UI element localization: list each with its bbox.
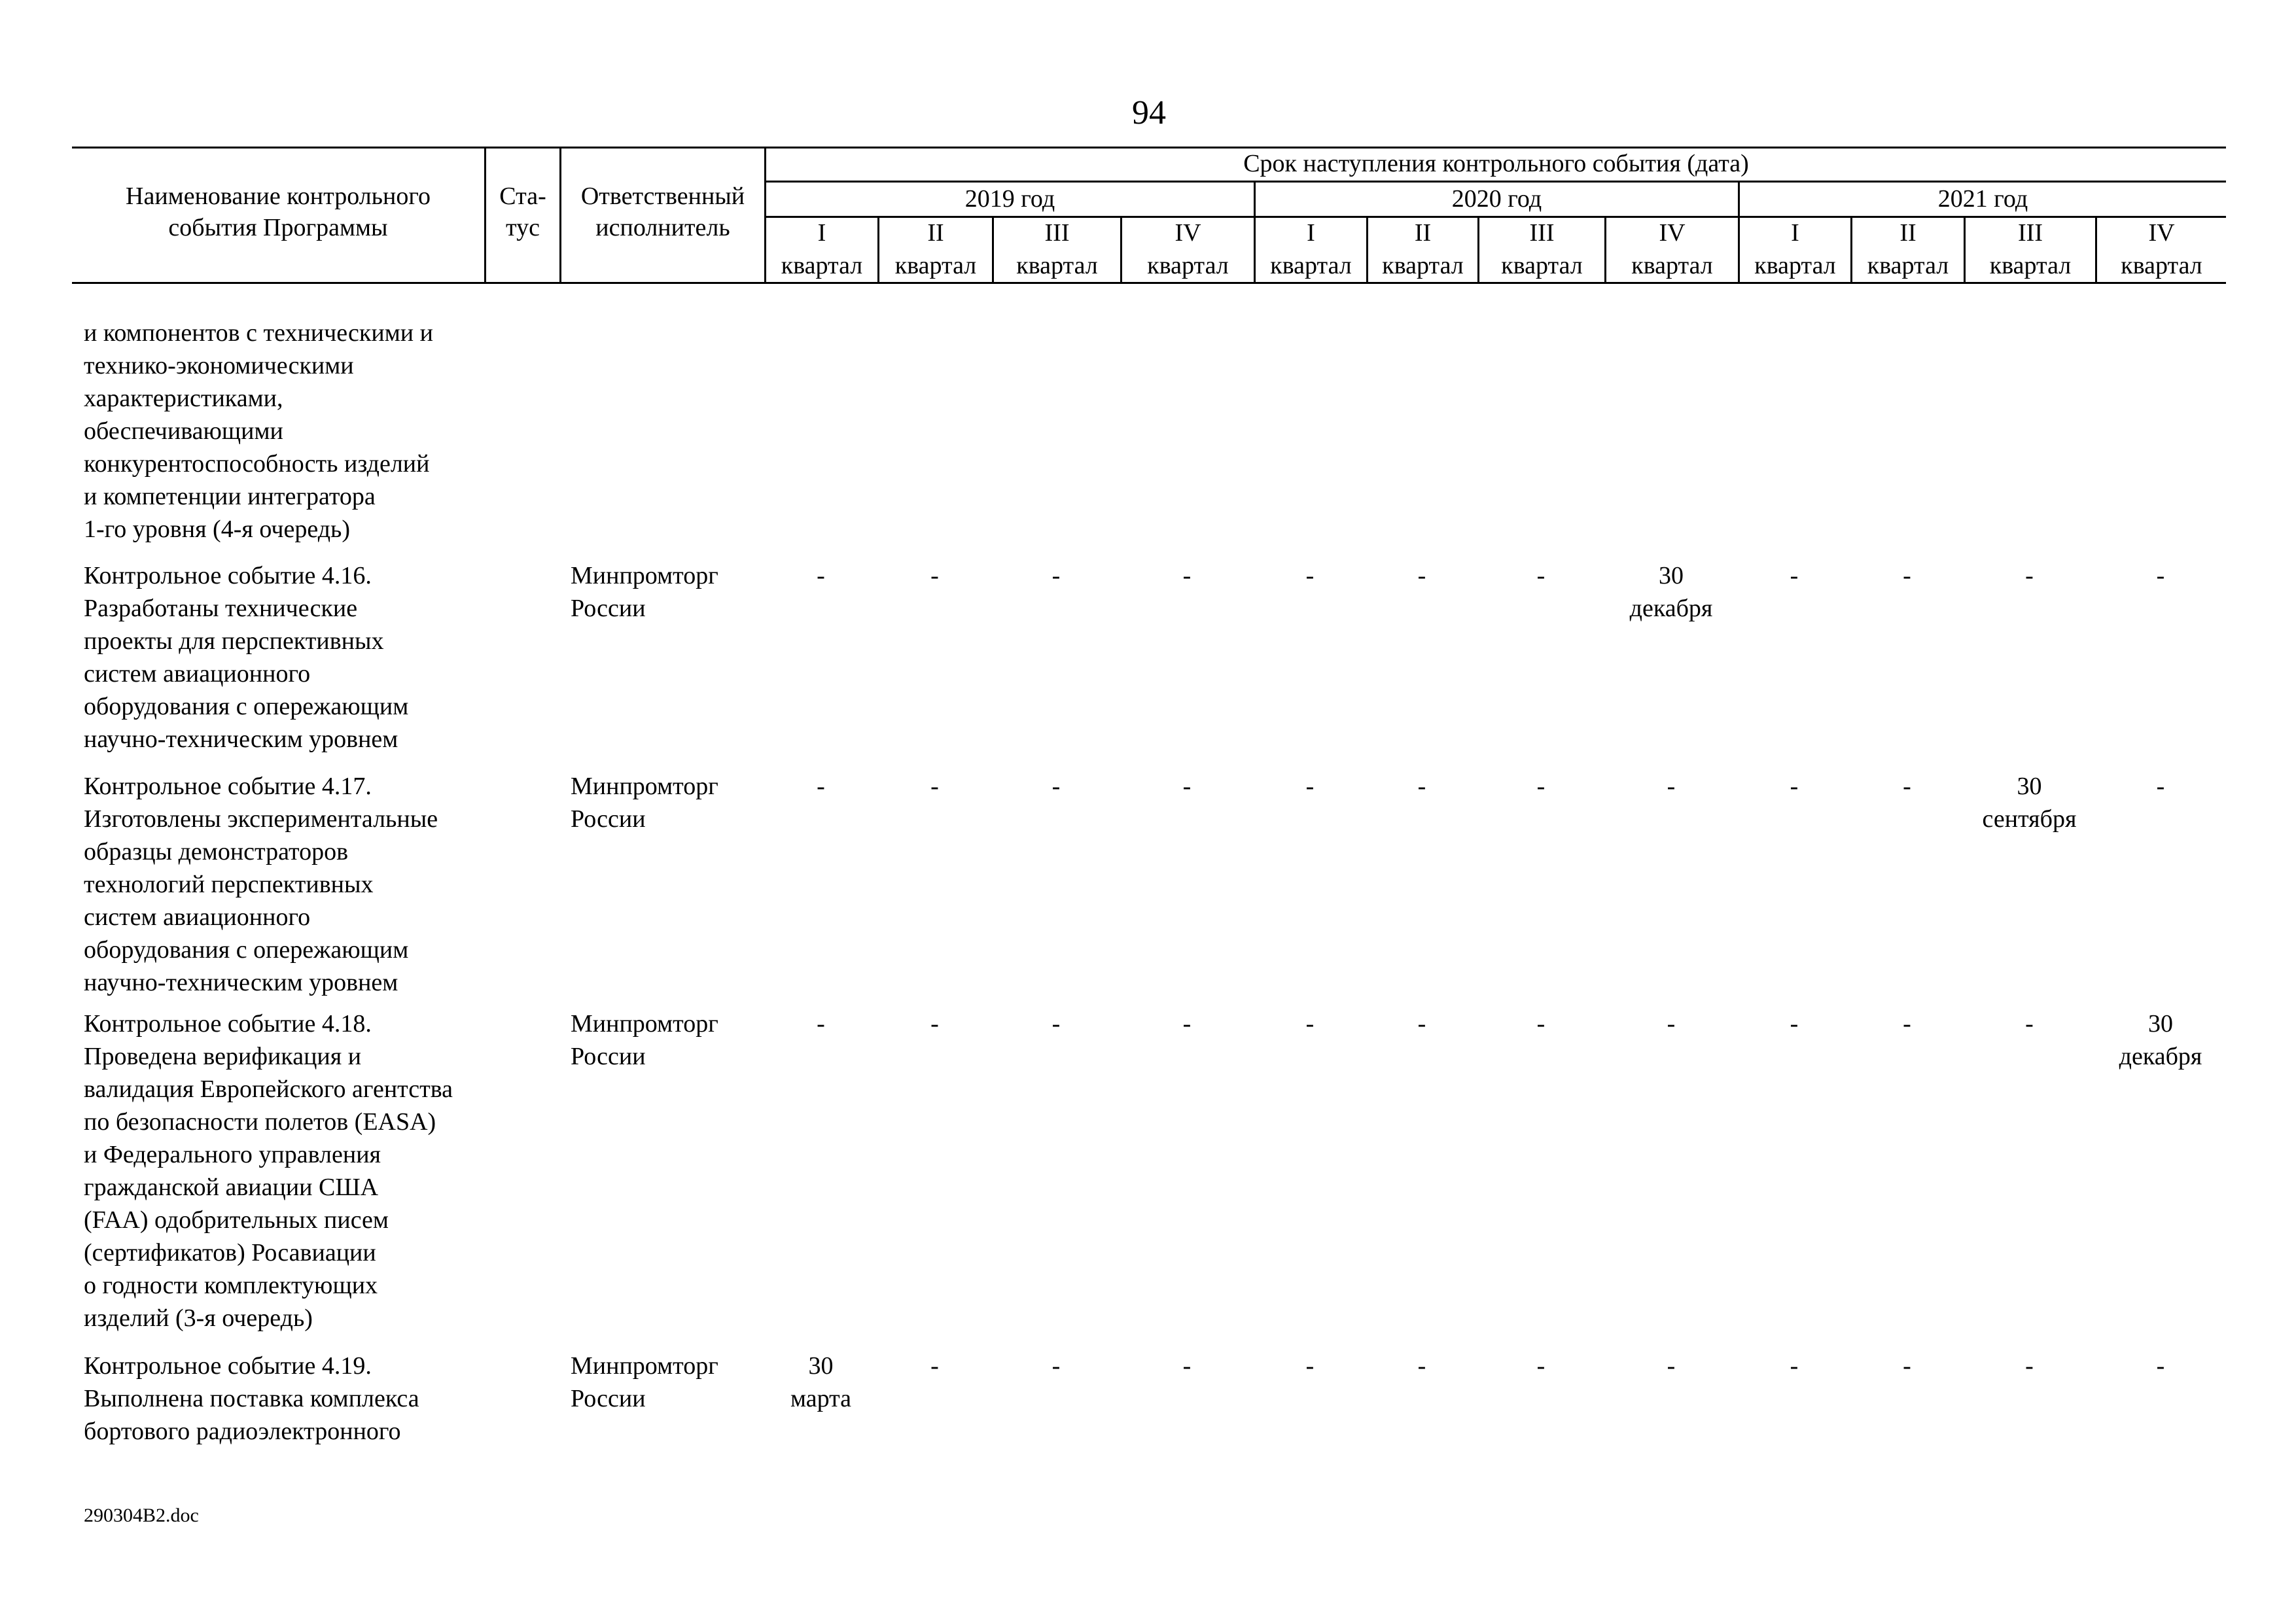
- quarter-divider: [2095, 216, 2097, 284]
- deadline-cell: -: [1790, 1010, 1799, 1038]
- quarter-divider: [877, 216, 879, 284]
- quarter-label: квартал: [1147, 252, 1229, 279]
- quarter-number: IV: [1659, 219, 1686, 247]
- deadline-cell: -: [1667, 1010, 1676, 1038]
- deadline-cell: -: [1790, 562, 1799, 589]
- quarter-label: квартал: [1382, 252, 1464, 279]
- quarter-divider: [1604, 216, 1606, 284]
- deadline-cell: -: [817, 773, 825, 800]
- deadline-cell: -: [1051, 1352, 1061, 1380]
- deadline-cell: 30 декабря: [2119, 1010, 2202, 1070]
- deadline-cell: -: [2025, 562, 2034, 589]
- deadline-cell: -: [2156, 773, 2165, 800]
- header-responsible: Ответственный исполнитель: [580, 183, 745, 241]
- header-year-2019: 2019 год: [964, 185, 1055, 213]
- quarter-divider: [992, 216, 994, 284]
- deadline-cell: -: [2025, 1010, 2034, 1038]
- quarter-label: квартал: [1501, 252, 1583, 279]
- header-year-2021: 2021 год: [1937, 185, 2028, 213]
- deadline-cell: -: [930, 1010, 939, 1038]
- quarter-label: квартал: [1016, 252, 1098, 279]
- quarter-label: квартал: [2121, 252, 2202, 279]
- deadline-cell: -: [1417, 562, 1426, 589]
- responsible-executor: Минпромторг России: [571, 1352, 718, 1412]
- event-name: Контрольное событие 4.18. Проведена верификация и валидация Европейского агентства по безопасности полетов (EASA) и Федерального управления гражданской авиации США (FAA) одобрительных писем (сертификатов) Росавиации о годности комплектующих изделий (3-я очередь): [84, 1010, 453, 1332]
- responsible-executor: Минпромторг России: [571, 773, 718, 833]
- header-deadline: Срок наступления контрольного события (дата): [1243, 150, 1749, 177]
- quarter-number: III: [1044, 219, 1070, 247]
- quarter-number: III: [1529, 219, 1555, 247]
- deadline-cell: -: [1182, 562, 1192, 589]
- quarter-number: IV: [1174, 219, 1201, 247]
- table-header: [72, 147, 2226, 284]
- deadline-cell: -: [1790, 773, 1799, 800]
- deadline-cell: -: [930, 562, 939, 589]
- quarter-number: I: [1791, 219, 1799, 247]
- deadline-cell: -: [2156, 562, 2165, 589]
- quarter-divider: [1850, 216, 1852, 284]
- quarter-label: квартал: [1754, 252, 1836, 279]
- deadline-cell: -: [1417, 773, 1426, 800]
- event-name: Контрольное событие 4.17. Изготовлены экспериментальные образцы демонстраторов технологий перспективных систем авиационного оборудования с опережающим научно-техническим уровнем: [84, 773, 438, 996]
- quarter-number: II: [1414, 219, 1432, 247]
- deadline-cell: -: [1305, 1352, 1315, 1380]
- quarter-divider: [1366, 216, 1368, 284]
- deadline-cell: 30 марта: [790, 1352, 852, 1412]
- deadline-cell: -: [1305, 1010, 1315, 1038]
- quarter-divider: [1477, 216, 1479, 284]
- event-name: Контрольное событие 4.19. Выполнена поставка комплекса бортового радиоэлектронного: [84, 1352, 419, 1445]
- deadline-cell: -: [930, 1352, 939, 1380]
- event-name: Контрольное событие 4.16. Разработаны технические проекты для перспективных систем авиационного оборудования с опережающим научно-техническим уровнем: [84, 562, 409, 753]
- deadline-cell: -: [817, 562, 825, 589]
- deadline-cell: -: [1182, 773, 1192, 800]
- quarter-number: I: [1307, 219, 1315, 247]
- deadline-cell: 30 декабря: [1629, 562, 1713, 622]
- footer-filename: 290304B2.doc: [84, 1505, 199, 1526]
- quarter-divider: [1964, 216, 1966, 284]
- deadline-cell: -: [1903, 1010, 1911, 1038]
- deadline-cell: -: [1667, 773, 1676, 800]
- deadline-cell: -: [1305, 562, 1315, 589]
- quarter-number: I: [817, 219, 826, 247]
- deadline-cell: -: [2025, 1352, 2034, 1380]
- deadline-cell: -: [1536, 773, 1545, 800]
- deadline-cell: -: [1051, 1010, 1061, 1038]
- quarter-number: III: [2018, 219, 2043, 247]
- deadline-cell: -: [1903, 1352, 1911, 1380]
- quarter-label: квартал: [781, 252, 863, 279]
- deadline-cell: 30 сентября: [1982, 773, 2077, 833]
- header-status: Ста- тус: [499, 183, 546, 241]
- deadline-cell: -: [1536, 562, 1545, 589]
- deadline-cell: -: [1903, 773, 1911, 800]
- quarter-number: II: [1899, 219, 1916, 247]
- quarter-divider: [1120, 216, 1122, 284]
- deadline-cell: -: [817, 1010, 825, 1038]
- header-bottom-rule: [72, 282, 2226, 284]
- deadline-cell: -: [1667, 1352, 1676, 1380]
- deadline-cell: -: [1536, 1010, 1545, 1038]
- quarter-label: квартал: [1867, 252, 1949, 279]
- deadline-cell: -: [1182, 1352, 1192, 1380]
- deadline-cell: -: [1903, 562, 1911, 589]
- deadline-cell: -: [1305, 773, 1315, 800]
- quarter-label: квартал: [1989, 252, 2072, 279]
- event-name: и компонентов с техническими и технико-экономическими характеристиками, обеспечивающими конкурентоспособность изделий и компетенции интегратора 1-го уровня (4-я очередь): [84, 319, 433, 543]
- deadline-cell: -: [1536, 1352, 1545, 1380]
- quarter-label: квартал: [1270, 252, 1352, 279]
- responsible-executor: Минпромторг России: [571, 1010, 718, 1070]
- quarter-number: II: [927, 219, 944, 247]
- years-rule: [764, 181, 2226, 183]
- deadline-cell: -: [1417, 1352, 1426, 1380]
- deadline-cell: -: [1051, 773, 1061, 800]
- deadline-cell: -: [1790, 1352, 1799, 1380]
- header-year-2020: 2020 год: [1451, 185, 1542, 213]
- deadline-cell: -: [930, 773, 939, 800]
- deadline-cell: -: [2156, 1352, 2165, 1380]
- deadline-cell: -: [1417, 1010, 1426, 1038]
- deadline-cell: -: [1182, 1010, 1192, 1038]
- quarter-label: квартал: [1631, 252, 1713, 279]
- quarter-number: IV: [2148, 219, 2175, 247]
- deadline-cell: -: [1051, 562, 1061, 589]
- page-number: 94: [1132, 94, 1166, 131]
- responsible-executor: Минпромторг России: [571, 562, 718, 622]
- quarter-label: квартал: [894, 252, 977, 279]
- header-name: Наименование контрольного события Программы: [126, 183, 431, 241]
